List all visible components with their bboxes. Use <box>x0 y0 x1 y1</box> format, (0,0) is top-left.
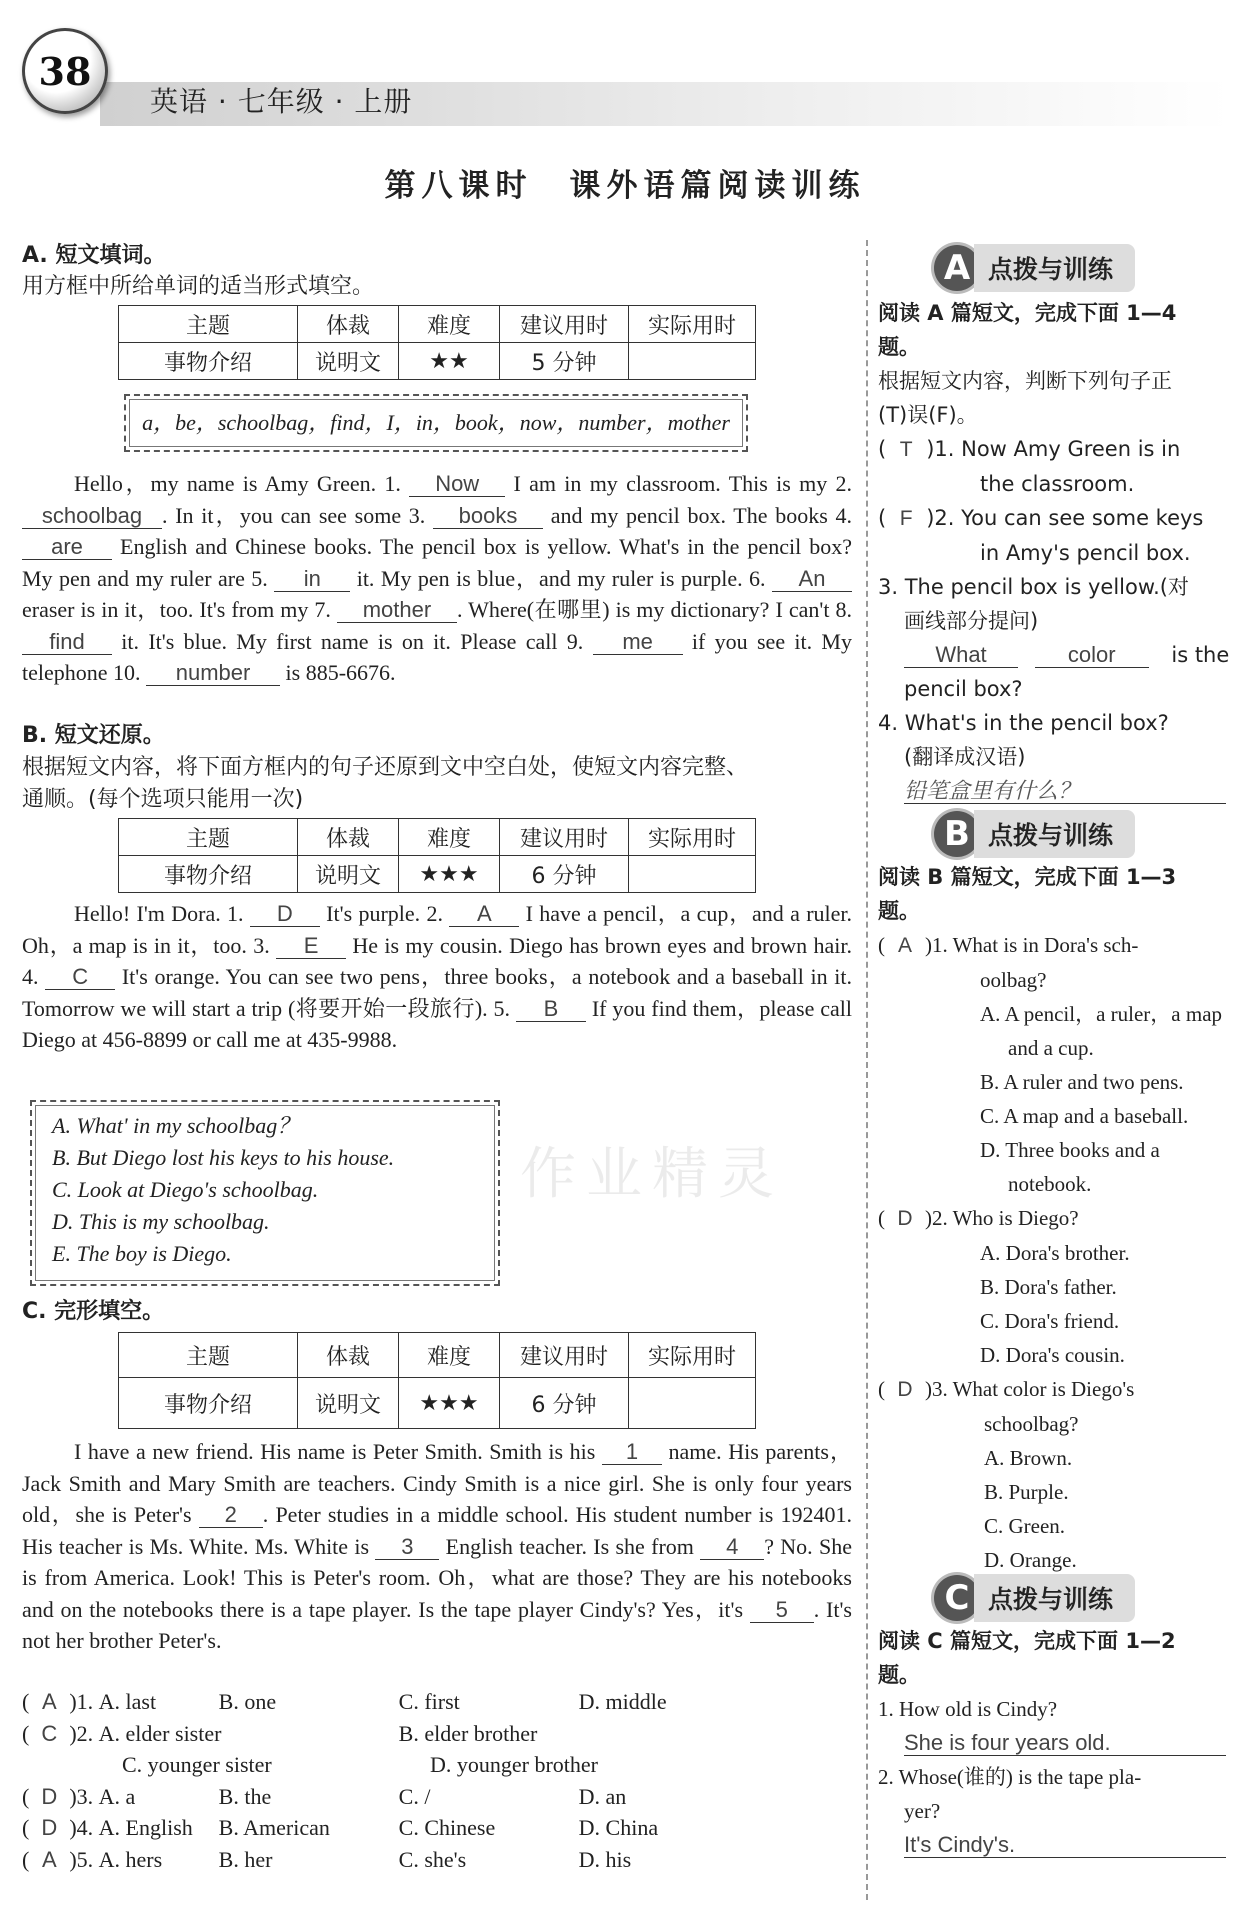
td-difficulty: ★★★ <box>399 1378 500 1429</box>
passage-b: Hello! I'm Dora. 1. D It's purple. 2. A I have a pencil，a cup，and a ruler. Oh，a map is in it，too. 3. E He is my cousin. Diego has brown eyes and brown hair. 4. C It's orange. You can see two pens，three books，a notebook and a baseball in it. Tomorrow we will start a trip (将要开始一段旅行). 5. B If you find them，please call Diego at 456-8899 or call me at 435-9988. <box>22 901 853 1052</box>
mcq-option: D. an <box>578 1783 627 1809</box>
c-intro-2: 题。 <box>878 1663 920 1687</box>
section-a-info-table <box>118 305 756 380</box>
a-tf-instruction: 根据短文内容，判断下列句子正 <box>878 369 1172 393</box>
c-q1-answer: She is four years old. <box>904 1731 1226 1756</box>
a-q2-answer: F <box>899 507 913 530</box>
mcq-answer: D <box>41 1815 58 1840</box>
a-q3-text-3: pencil box? <box>904 677 1023 701</box>
blank-a9: me <box>593 630 683 655</box>
th-actual: 实际用时 <box>629 306 756 343</box>
option-c: C. Look at Diego's schoolbag. <box>52 1177 319 1202</box>
a-tf-instruction-2: (T)误(F)。 <box>878 403 978 427</box>
b-q3-text: )3. What color is Diego's <box>925 1377 1135 1401</box>
b-q3-answer: D <box>897 1378 913 1401</box>
a-q4-text-2: (翻译成汉语) <box>904 745 1026 769</box>
mcq-answer: A <box>41 1689 57 1714</box>
passage-a: Hello，my name is Amy Green. 1. Now I am in my classroom. This is my 2. schoolbag . In it，you can see some 3. books and my pencil box. The books 4. are English and Chinese books. The pencil box is yellow. What's in the pencil box? My pen and my ruler are 5. in it. My pen is blue，and my ruler is purple. 6. An eraser is in it，too. It's from my 7. mother . Where(在哪里) is my dictionary? I can't 8. find it. It's blue. My first name is on it. Please call 9. me if you see it. My telephone 10. number is 885-6676. <box>22 471 852 685</box>
b-q1-answer: A <box>897 934 912 957</box>
b-q2-option: B. Dora's father. <box>980 1275 1117 1299</box>
th-genre: 体裁 <box>298 819 399 856</box>
blank-c5: 5 <box>750 1598 814 1623</box>
b-q1-option: notebook. <box>1008 1172 1092 1196</box>
b-q2-option: D. Dora's cousin. <box>980 1343 1125 1367</box>
section-c-title: C. 完形填空。 <box>22 1299 165 1324</box>
mcq-list <box>22 1686 852 1875</box>
th-actual: 实际用时 <box>629 1333 756 1378</box>
a-q2-text: )2. You can see some keys <box>926 506 1204 530</box>
th-time: 建议用时 <box>500 306 629 343</box>
page-number: 38 <box>22 28 108 114</box>
section-b-instruction-1: 根据短文内容，将下面方框内的句子还原到文中空白处，使短文内容完整、 <box>22 755 749 780</box>
right-b-block <box>878 860 1230 1577</box>
option-d: D. This is my schoolbag. <box>52 1209 270 1234</box>
a-q2: ( F )2. You can see some keys <box>878 501 1230 536</box>
b-q3-option: B. Purple. <box>984 1480 1069 1504</box>
b-q3-text-2: schoolbag? <box>984 1412 1079 1436</box>
mcq-option: A. a <box>98 1783 136 1809</box>
section-b-instruction-2: 通顺。(每个选项只能用一次) <box>22 787 304 812</box>
b-q2-option: A. Dora's brother. <box>980 1241 1130 1265</box>
badge-b-label: 点拨与训练 <box>974 810 1135 858</box>
mcq-2b <box>22 1749 852 1781</box>
option-e: E. The boy is Diego. <box>52 1241 232 1266</box>
mcq-option: D. middle <box>578 1689 667 1714</box>
blank-a8: find <box>22 630 112 655</box>
b-q1-option: A. A pencil，a ruler，a map <box>980 1002 1223 1026</box>
td-topic: 事物介绍 <box>119 856 298 893</box>
a-intro-2: 题。 <box>878 335 920 359</box>
blank-c3: 3 <box>375 1535 439 1560</box>
blank-b2: A <box>449 902 519 927</box>
td-genre: 说明文 <box>298 1378 399 1429</box>
badge-b <box>934 810 1135 858</box>
b-q2: ( D )2. Who is Diego? <box>878 1201 1230 1236</box>
a-q1: ( T )1. Now Amy Green is in <box>878 432 1230 467</box>
td-time: 6 分钟 <box>500 856 629 893</box>
badge-c-label: 点拨与训练 <box>974 1574 1135 1622</box>
mcq-1: ( A )1. A. last B. one C. first D. middle <box>22 1686 852 1718</box>
th-genre: 体裁 <box>298 306 399 343</box>
mcq-number: )1. <box>69 1689 94 1714</box>
a-q1-text-2: the classroom. <box>980 472 1135 496</box>
a-q3: 3. The pencil box is yellow.(对 <box>878 575 1189 599</box>
td-time: 6 分钟 <box>500 1378 629 1429</box>
mcq-option: C. first <box>398 1689 460 1714</box>
book-title: 英语 · 七年级 · 上册 <box>150 85 413 118</box>
a-q3-answer-2: color <box>1035 643 1149 668</box>
column-divider <box>866 240 868 1900</box>
mcq-number: )2. <box>69 1720 94 1746</box>
th-topic: 主题 <box>119 1333 298 1378</box>
b-q1-option: D. Three books and a <box>980 1138 1160 1162</box>
mcq-option: A. last <box>98 1689 157 1714</box>
b-q2-text: )2. Who is Diego? <box>925 1206 1079 1230</box>
th-topic: 主题 <box>119 306 298 343</box>
mcq-number: )3. <box>69 1783 94 1809</box>
right-a-block <box>878 296 1230 808</box>
passage-c: I have a new friend. His name is Peter Smith. Smith is his 1 name. His parents，Jack Smith and Mary Smith are teachers. Cindy Smith is a nice girl. She is only four years old，she is Peter's 2 . Peter studies in a middle school. His student number is 192401. His teacher is Ms. White. Ms. White is 3 English teacher. Is she from 4 ? No. She is from America. Look! This is Peter's room. Oh，what are those? They are his notebooks and on the notebooks there is a tape player. Is the tape player Cindy's? Yes，it's 5 . It's not her brother Peter's. <box>22 1439 852 1653</box>
b-q1: ( A )1. What is in Dora's sch- <box>878 928 1230 963</box>
a-q4-answer: 铅笔盒里有什么？ <box>904 779 1226 804</box>
mcq-number: )5. <box>69 1846 94 1872</box>
option-a: A. What' in my schoolbag？ <box>52 1113 300 1138</box>
a-q1-text: )1. Now Amy Green is in <box>926 437 1181 461</box>
mcq-option: D. his <box>578 1846 632 1872</box>
mcq-option: A. elder sister <box>98 1720 222 1746</box>
mcq-option: C. younger sister <box>122 1752 272 1777</box>
a-q3-answer-line <box>878 638 1230 672</box>
mcq-answer: C <box>41 1720 58 1746</box>
blank-c1: 1 <box>602 1440 662 1465</box>
b-q3-option: D. Orange. <box>984 1548 1077 1572</box>
section-c-info-table <box>118 1332 756 1429</box>
b-q1-option: C. A map and a baseball. <box>980 1104 1189 1128</box>
lesson-title: 第八课时 课外语篇阅读训练 <box>384 168 866 204</box>
b-q1-text: )1. What is in Dora's sch- <box>925 933 1139 957</box>
mcq-2: ( C )2. A. elder sister B. elder brother <box>22 1718 852 1750</box>
a-q3-text-2: 画线部分提问) <box>904 609 1039 633</box>
badge-a-letter: A <box>934 245 980 291</box>
badge-a-label: 点拨与训练 <box>974 244 1135 292</box>
blank-b5: B <box>516 997 586 1022</box>
blank-a7: mother <box>337 598 457 623</box>
mcq-option: B. the <box>218 1783 272 1809</box>
td-actual <box>629 343 756 380</box>
blank-a6: An <box>772 567 852 592</box>
option-b: B. But Diego lost his keys to his house. <box>52 1145 395 1170</box>
c-intro: 阅读 C 篇短文，完成下面 1—2 <box>878 1629 1176 1653</box>
b-intro: 阅读 B 篇短文，完成下面 1—3 <box>878 865 1177 889</box>
b-q2-answer: D <box>897 1207 913 1230</box>
td-topic: 事物介绍 <box>119 1378 298 1429</box>
th-difficulty: 难度 <box>399 819 500 856</box>
mcq-option: A. hers <box>98 1846 163 1872</box>
th-difficulty: 难度 <box>399 306 500 343</box>
badge-a <box>934 244 1135 292</box>
section-a-instruction: 用方框中所给单词的适当形式填空。 <box>22 274 375 299</box>
b-q3: ( D )3. What color is Diego's <box>878 1372 1230 1407</box>
a-q3-is: is the <box>1171 643 1230 667</box>
td-actual <box>629 1378 756 1429</box>
a-q1-answer: T <box>899 438 913 461</box>
blank-a4: are <box>22 535 112 560</box>
blank-b1: D <box>250 902 320 927</box>
mcq-option: B. her <box>218 1846 273 1872</box>
c-q1: 1. How old is Cindy? <box>878 1697 1058 1721</box>
c-q2: 2. Whose(谁的) is the tape pla- <box>878 1765 1142 1789</box>
badge-c <box>934 1574 1135 1622</box>
right-c-block <box>878 1624 1230 1862</box>
b-q2-option: C. Dora's friend. <box>980 1309 1120 1333</box>
mcq-answer: D <box>41 1783 58 1809</box>
mcq-option: C. she's <box>398 1846 467 1872</box>
blank-c4: 4 <box>700 1535 764 1560</box>
th-actual: 实际用时 <box>629 819 756 856</box>
blank-a5: in <box>274 567 350 592</box>
badge-b-letter: B <box>934 811 980 857</box>
mcq-5: ( A )5. A. hers B. her C. she's D. his <box>22 1844 852 1876</box>
b-intro-2: 题。 <box>878 899 920 923</box>
td-actual <box>629 856 756 893</box>
th-time: 建议用时 <box>500 819 629 856</box>
mcq-4: ( D )4. A. English B. American C. Chinese D. China <box>22 1812 852 1844</box>
a-intro: 阅读 A 篇短文，完成下面 1—4 <box>878 301 1177 325</box>
th-difficulty: 难度 <box>399 1333 500 1378</box>
th-time: 建议用时 <box>500 1333 629 1378</box>
blank-c2: 2 <box>199 1503 263 1528</box>
mcq-option: A. English <box>98 1815 193 1840</box>
mcq-option: B. one <box>218 1689 277 1714</box>
c-q2-text-2: yer? <box>904 1799 941 1823</box>
badge-c-letter: C <box>934 1575 980 1621</box>
a-q3-answer-1: What <box>904 643 1018 668</box>
b-q3-option: A. Brown. <box>984 1446 1073 1470</box>
b-q1-text-2: oolbag? <box>980 968 1047 992</box>
blank-b4: C <box>45 965 115 990</box>
td-difficulty: ★★★ <box>399 856 500 893</box>
section-a-title: A. 短文填词。 <box>22 243 166 268</box>
td-time: 5 分钟 <box>500 343 629 380</box>
td-genre: 说明文 <box>298 856 399 893</box>
mcq-answer: A <box>41 1846 57 1872</box>
a-q4: 4. What's in the pencil box? <box>878 711 1169 735</box>
blank-a2: schoolbag <box>22 504 162 529</box>
blank-b3: E <box>276 934 346 959</box>
mcq-option: D. younger brother <box>430 1752 599 1777</box>
mcq-option: C. Chinese <box>398 1815 496 1840</box>
section-b-title: B. 短文还原。 <box>22 723 165 748</box>
option-box <box>30 1100 500 1286</box>
mcq-3: ( D )3. A. a B. the C. / D. an <box>22 1781 852 1813</box>
b-q3-option: C. Green. <box>984 1514 1066 1538</box>
td-genre: 说明文 <box>298 343 399 380</box>
mcq-option: C. / <box>398 1783 431 1809</box>
blank-a1: Now <box>409 472 505 497</box>
mcq-option: D. China <box>578 1815 659 1840</box>
mcq-option: B. elder brother <box>398 1720 538 1746</box>
td-topic: 事物介绍 <box>119 343 298 380</box>
section-b-info-table <box>118 818 756 893</box>
mcq-option: B. American <box>218 1815 330 1840</box>
b-q1-option: B. A ruler and two pens. <box>980 1070 1184 1094</box>
a-q2-text-2: in Amy's pencil box. <box>980 541 1191 565</box>
td-difficulty: ★★ <box>399 343 500 380</box>
watermark: 作业精灵 <box>520 1142 784 1207</box>
c-q2-answer: It's Cindy's. <box>904 1833 1226 1858</box>
mcq-number: )4. <box>69 1815 94 1840</box>
word-box: a，be，schoolbag，find，I，in，book，now，number，mother <box>124 394 748 452</box>
blank-a3: books <box>433 504 543 529</box>
th-genre: 体裁 <box>298 1333 399 1378</box>
th-topic: 主题 <box>119 819 298 856</box>
b-q1-option: and a cup. <box>1008 1036 1094 1060</box>
blank-a10: number <box>146 661 280 686</box>
